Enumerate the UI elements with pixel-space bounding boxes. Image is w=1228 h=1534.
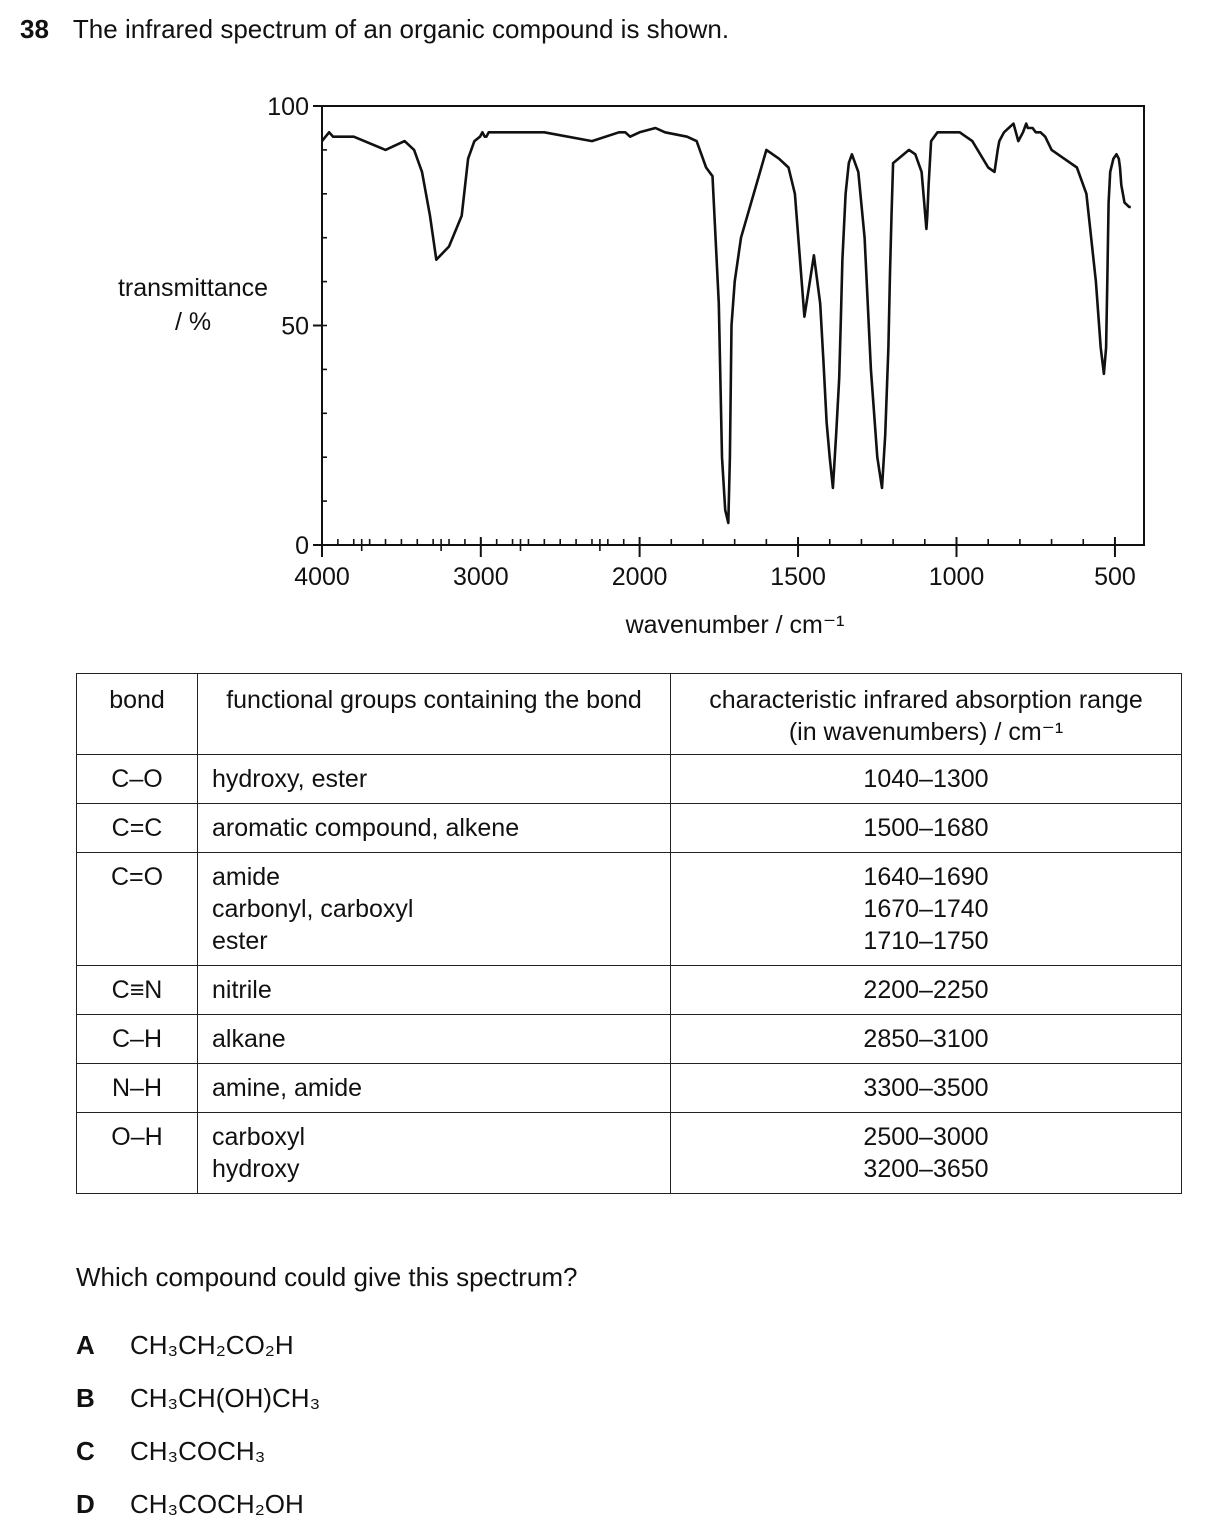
header-groups: functional groups containing the bond: [198, 674, 671, 755]
option-a[interactable]: [76, 1330, 294, 1361]
range-text: 3200–3650: [863, 1155, 989, 1183]
option-formula: CH₃COCH₃: [130, 1436, 266, 1466]
bond-cell: C–H: [77, 1015, 198, 1064]
x-tick-label: 1500: [770, 563, 826, 591]
question-prompt: Which compound could give this spectrum?: [76, 1262, 578, 1292]
x-tick-label: 4000: [294, 563, 350, 591]
range-text: 1500–1680: [863, 814, 989, 842]
group-text: amide: [212, 863, 281, 891]
table-row: [77, 755, 1182, 804]
header-range-line2: (in wavenumbers) / cm⁻¹: [788, 718, 1064, 746]
y-axis-label-line2: / %: [174, 308, 212, 336]
table-row: [77, 804, 1182, 853]
group-text: alkane: [212, 1025, 286, 1053]
bond-cell: C–O: [77, 755, 198, 804]
range-text: 2500–3000: [863, 1123, 989, 1151]
spectrum-trace: [322, 124, 1131, 523]
x-tick-label: 500: [1094, 563, 1136, 591]
range-cell: [671, 755, 1182, 804]
group-text: carboxyl: [212, 1123, 306, 1151]
table-row: [77, 1113, 1182, 1194]
groups-cell: [198, 1113, 671, 1194]
range-cell: [671, 966, 1182, 1015]
header-range-line1: characteristic infrared absorption range: [709, 686, 1143, 714]
bond-cell: C=C: [77, 804, 198, 853]
option-letter: D: [76, 1489, 95, 1519]
range-text: 2850–3100: [863, 1025, 989, 1053]
range-text: 1670–1740: [863, 895, 989, 923]
bond-cell: O–H: [77, 1113, 198, 1194]
group-text: hydroxy, ester: [212, 765, 368, 793]
plot-frame: [322, 106, 1144, 545]
table-row: [77, 1015, 1182, 1064]
range-cell: [671, 853, 1182, 966]
y-axis-label-line1: transmittance: [117, 274, 269, 302]
y-tick-label: 50: [281, 312, 309, 341]
range-text: 1640–1690: [863, 863, 989, 891]
header-range: [671, 674, 1182, 755]
groups-cell: [198, 755, 671, 804]
option-letter: B: [76, 1383, 95, 1413]
group-text: nitrile: [212, 976, 272, 1004]
table-row: [77, 1064, 1182, 1113]
group-text: hydroxy: [212, 1155, 300, 1183]
option-b[interactable]: [76, 1383, 320, 1414]
question-stem: The infrared spectrum of an organic compound is shown.: [72, 14, 730, 44]
group-text: amine, amide: [212, 1074, 363, 1102]
group-text: carbonyl, carboxyl: [212, 895, 414, 923]
question-number: 38: [20, 14, 49, 44]
groups-cell: [198, 853, 671, 966]
option-d[interactable]: [76, 1489, 304, 1520]
ir-spectrum-chart: [0, 0, 1228, 660]
option-formula: CH₃COCH₂OH: [130, 1489, 304, 1519]
groups-cell: [198, 804, 671, 853]
y-tick-label: 100: [267, 93, 309, 121]
group-text: ester: [212, 927, 268, 955]
header-bond: bond: [77, 674, 198, 755]
table-row: [77, 966, 1182, 1015]
option-c[interactable]: [76, 1436, 265, 1467]
range-cell: [671, 1015, 1182, 1064]
range-text: 1710–1750: [863, 927, 989, 955]
table-row: [77, 853, 1182, 966]
x-tick-label: 1000: [928, 563, 985, 591]
y-tick-label: 0: [295, 532, 309, 560]
groups-cell: [198, 966, 671, 1015]
range-cell: [671, 1064, 1182, 1113]
range-text: 3300–3500: [863, 1074, 989, 1102]
bond-cell: C=O: [77, 853, 198, 966]
option-letter: C: [76, 1436, 95, 1466]
table-header-row: [77, 674, 1182, 755]
groups-cell: [198, 1064, 671, 1113]
ir-absorption-table: [76, 673, 1182, 1194]
bond-cell: N–H: [77, 1064, 198, 1113]
option-formula: CH₃CH(OH)CH₃: [130, 1383, 321, 1413]
group-text: aromatic compound, alkene: [212, 814, 520, 842]
range-cell: [671, 1113, 1182, 1194]
range-text: 2200–2250: [863, 976, 989, 1004]
range-text: 1040–1300: [863, 765, 989, 793]
range-cell: [671, 804, 1182, 853]
groups-cell: [198, 1015, 671, 1064]
x-axis-label: wavenumber / cm⁻¹: [625, 611, 845, 639]
option-letter: A: [76, 1330, 95, 1360]
bond-cell: C≡N: [77, 966, 198, 1015]
option-formula: CH₃CH₂CO₂H: [130, 1330, 294, 1360]
y-axis-ticks: [267, 93, 327, 560]
x-tick-label: 3000: [452, 563, 509, 591]
x-tick-label: 2000: [611, 563, 668, 591]
